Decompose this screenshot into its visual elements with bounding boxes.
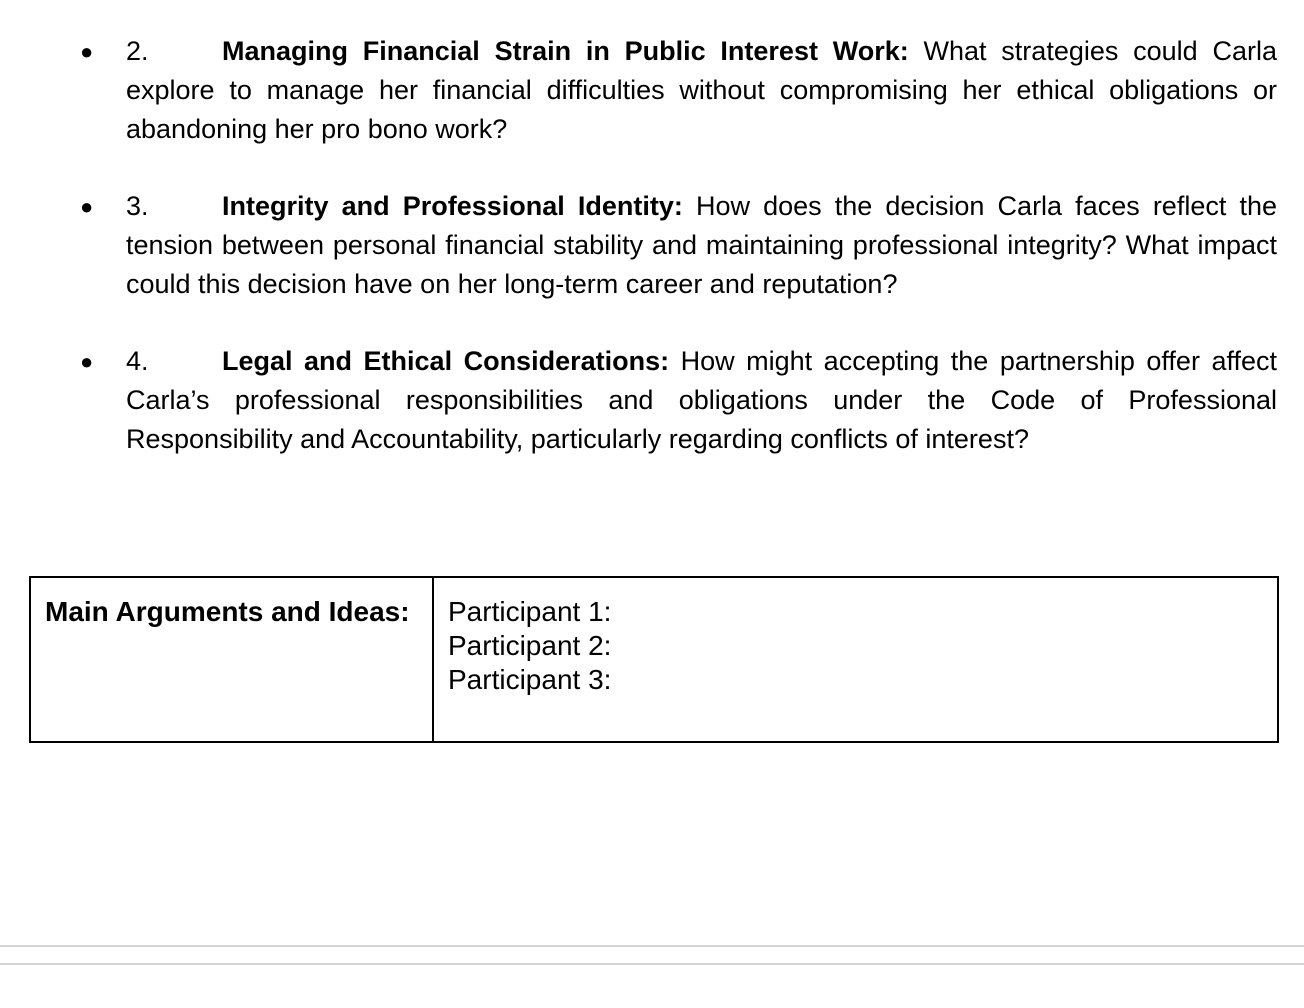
question-heading: Legal and Ethical Considerations: [222, 346, 670, 376]
question-text: What strategies could Carla explore to manage her financial difficulties without compromising her ethical obligations or abandoning her pro bono work? [126, 36, 1277, 144]
arguments-label: Main Arguments and Ideas: [45, 596, 410, 627]
table-row [30, 577, 1278, 742]
question-number: 4. [126, 346, 149, 376]
question-item [0, 342, 1304, 459]
page-divider [0, 945, 1304, 947]
page-divider [0, 963, 1304, 965]
discussion-questions-list [0, 32, 1304, 497]
question-text: How does the decision Carla faces reflect the tension between personal financial stability and maintaining professional integrity? What impact could this decision have on her long-term career and reputation? [126, 191, 1277, 299]
participant-1-label: Participant 1: [448, 596, 612, 627]
bullet-icon: ● [80, 39, 94, 64]
participants-cell[interactable] [433, 577, 1278, 742]
bullet-icon: ● [80, 194, 94, 219]
participant-3-label: Participant 3: [448, 664, 612, 695]
bullet-icon: ● [80, 349, 94, 374]
arguments-table [29, 576, 1279, 743]
question-number: 3. [126, 191, 149, 221]
question-text: How might accepting the partnership offer affect Carla’s professional responsibilities and obligations under the Code of Professional Responsibility and Accountability, particularly regarding conflicts of interest? [126, 346, 1277, 454]
question-heading: Integrity and Professional Identity: [222, 191, 683, 221]
arguments-label-cell [30, 577, 433, 742]
question-item [0, 187, 1304, 304]
question-heading: Managing Financial Strain in Public Interest Work: [222, 36, 909, 66]
question-number: 2. [126, 36, 149, 66]
participant-2-label: Participant 2: [448, 630, 612, 661]
question-item [0, 32, 1304, 149]
